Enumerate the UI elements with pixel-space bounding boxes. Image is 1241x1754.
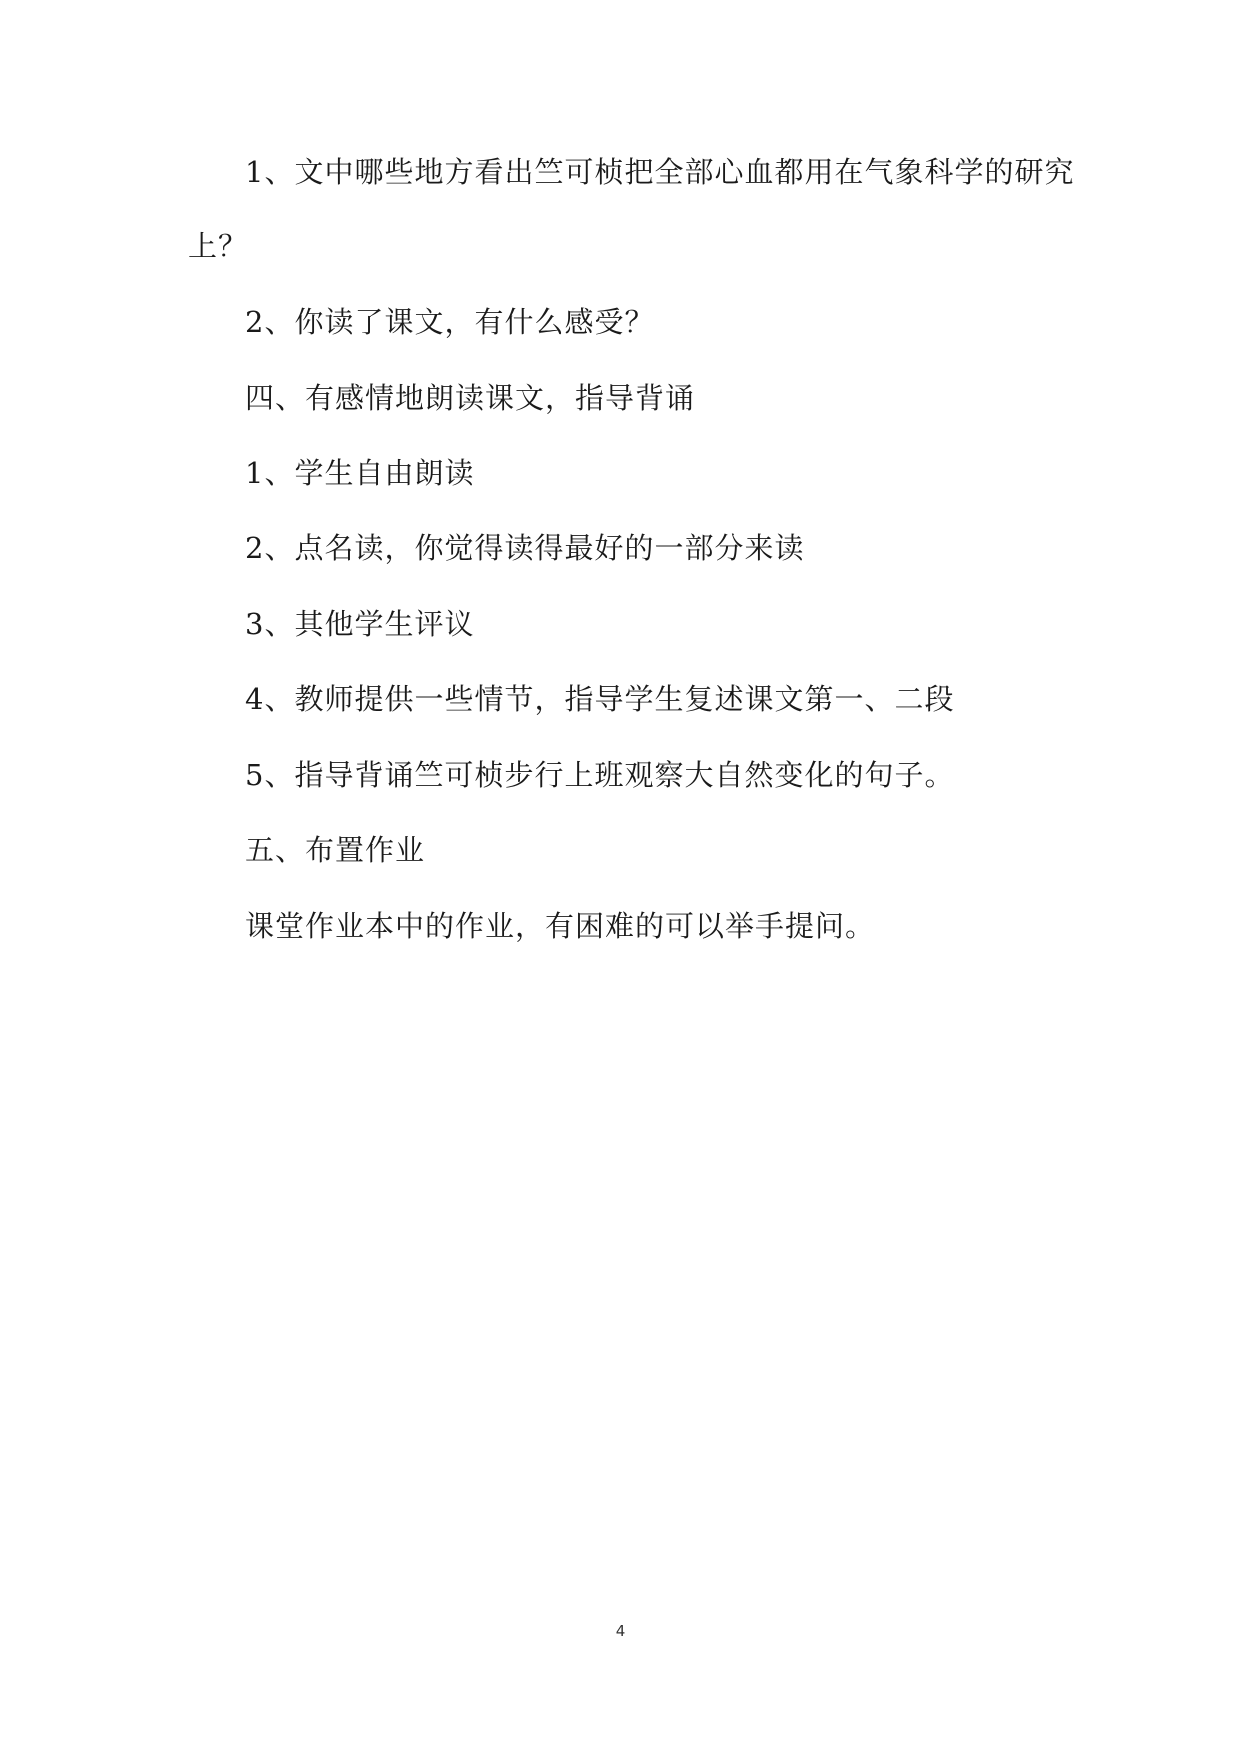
step-5: 5、指导背诵竺可桢步行上班观察大自然变化的句子。 — [245, 758, 955, 792]
section-4-heading: 四、有感情地朗读课文，指导背诵 — [245, 381, 696, 415]
step-3: 3、其他学生评议 — [245, 607, 475, 641]
homework-text: 课堂作业本中的作业，有困难的可以举手提问。 — [245, 909, 876, 943]
step-2: 2、点名读，你觉得读得最好的一部分来读 — [245, 531, 805, 565]
section-5-heading: 五、布置作业 — [245, 833, 426, 867]
page-number: 4 — [615, 1622, 626, 1640]
question-2: 2、你读了课文，有什么感受？ — [245, 305, 655, 339]
question-1-line-1: 1、文中哪些地方看出竺可桢把全部心血都用在气象科学的研究 — [245, 155, 1075, 189]
step-4: 4、教师提供一些情节，指导学生复述课文第一、二段 — [245, 682, 955, 716]
question-1-line-2: 上？ — [188, 229, 249, 263]
step-1: 1、学生自由朗读 — [245, 456, 475, 490]
